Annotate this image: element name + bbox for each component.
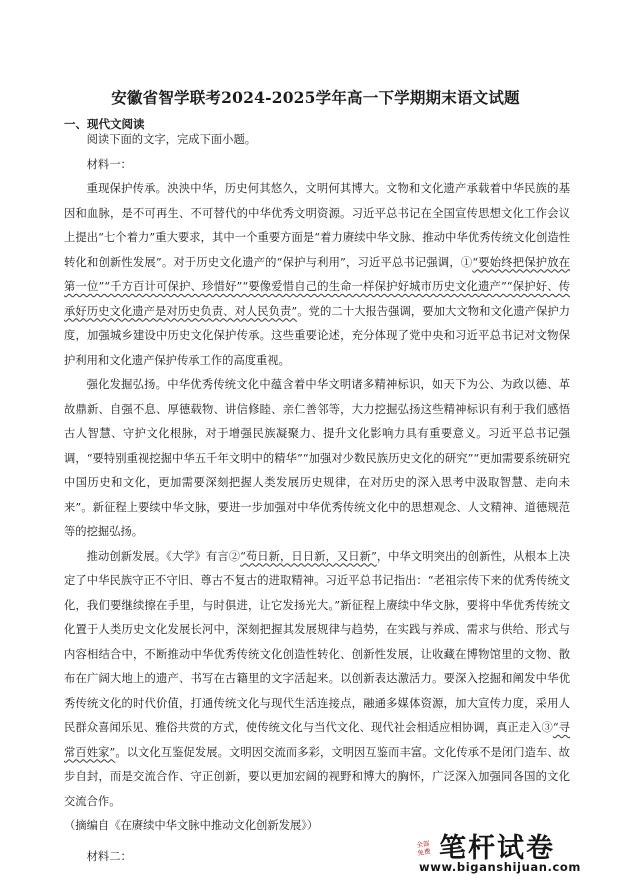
page-title: 安徽省智学联考2024-2025学年高一下学期期末语文试题 bbox=[111, 88, 520, 107]
quoted-passage-3: “寻常百姓家” bbox=[64, 721, 570, 759]
material2-label: 材料二： bbox=[86, 849, 132, 863]
document-body bbox=[64, 128, 570, 869]
watermark-tag: 全部免费 bbox=[415, 839, 432, 858]
watermark-logo bbox=[417, 826, 587, 882]
quoted-passage-1: “要始终把保护放在第一位”“千方百计可保护、珍惜好”“要像爱惜自己的生命一样保护好城市历史文化遗产”“保护好、传承好历史文化遗产是对历史负责、对人民负责” bbox=[64, 255, 570, 318]
paragraph-3-text-a: 推动创新发展。《大学》有言② bbox=[86, 549, 241, 563]
quoted-passage-2: “苟日新，日日新，又日新” bbox=[240, 549, 377, 563]
paragraph-3-text-c: 。以文化互鉴促发展。文明因交流而多彩，文明因互鉴而丰富。文化传承不是闭门造车、故步自封，而是交流合作、守正创新，要以更加宏阔的视野和博大的胸怀，广泛深入加强同各国的文化交流合作。 bbox=[64, 745, 570, 808]
paragraph-3-text-b: ，中华文明突出的创新性，从根本上决定了中华民族守正不守旧、尊古不复古的进取精神。习近平总书记指出：“老祖宗传下来的优秀传统文化，我们要继续擦在手里，与时俱进，让它发扬光大。”新征程上赓续中华文脉，要将中华优秀传统文化置于人类历史文化发展长河中，深刻把握其发展规律与趋势，在实践与养成、需求与供给、形式与内容相结合中，不断推动中华优秀传统文化创造性转化、创新性发展，让收藏在博物馆里的文物、散布在广阔大地上的遗产、书写在古籍里的文字活起来。以创新表达激活力。要深入挖掘和阐发中华优秀传统文化的时代价值，打通传统文化与现代生活连接点，融通多媒体资源，加大宣传力度，采用人民群众喜闻乐见、雅俗共赏的方式，使传统文化与当代文化、现代社会相适应相协调，真正走入③ bbox=[64, 549, 570, 734]
section-heading: 一、现代文阅读 bbox=[64, 117, 145, 131]
material1-label: 材料一： bbox=[86, 157, 132, 171]
paragraph-1-text-b: 。党的二十大报告强调，要加大文物和文化遗产保护力度，加强城乡建设中历史文化保护传承。这些重要论述，充分体现了党中央和习近平总书记对文物保护利用和文化遗产保护传承工作的高度重视。 bbox=[64, 304, 570, 367]
watermark-url: www.biganshijuan.com bbox=[419, 860, 581, 874]
watermark-brand: 笔杆试卷 bbox=[439, 833, 555, 864]
source-note: （摘编自《在赓续中华文脉中推动文化创新发展》） bbox=[64, 819, 319, 832]
paragraph-2: 强化发掘弘扬。中华优秀传统文化中蕴含着中华文明诸多精神标识，如天下为公、为政以德、革故鼎新、自强不息、厚德载物、讲信修睦、亲仁善邻等，大力挖掘弘扬这些精神标识有利于我们感悟古人智慧、守护文化根脉，对于增强民族凝聚力、提升文化影响力具有重要意义。习近平总书记强调，“要特别重视挖掘中华五千年文明中的精华”“加强对少数民族历史文化的研究”“更加需要系统研究中国历史和文化，更加需要深刻把握人类发展历史规律，在对历史的深入思考中汲取智慧、走向未来”。新征程上要续中华文脉，要进一步加强对中华优秀传统文化中的思想观念、人文精神、道德规范等的挖掘弘扬。 bbox=[64, 378, 570, 538]
paragraph-1-text-a: 重现保护传承。泱泱中华，历史何其悠久，文明何其博大。文物和文化遗产承载着中华民族的基因和血脉，是不可再生、不可替代的中华优秀文明资源。习近平总书记在全国宣传思想文化工作会议上提出“七个着力”重大要求，其中一个重要方面是“着力赓续中华文脉、推动中华优秀传统文化创造性转化和创新性发展”。对于历史文化遗产的“保护与利用”，习近平总书记强调，① bbox=[64, 182, 570, 269]
instruction: 阅读下面的文字，完成下面小题。 bbox=[86, 133, 257, 146]
paragraph-1 bbox=[64, 177, 570, 373]
paragraph-3 bbox=[64, 545, 570, 815]
